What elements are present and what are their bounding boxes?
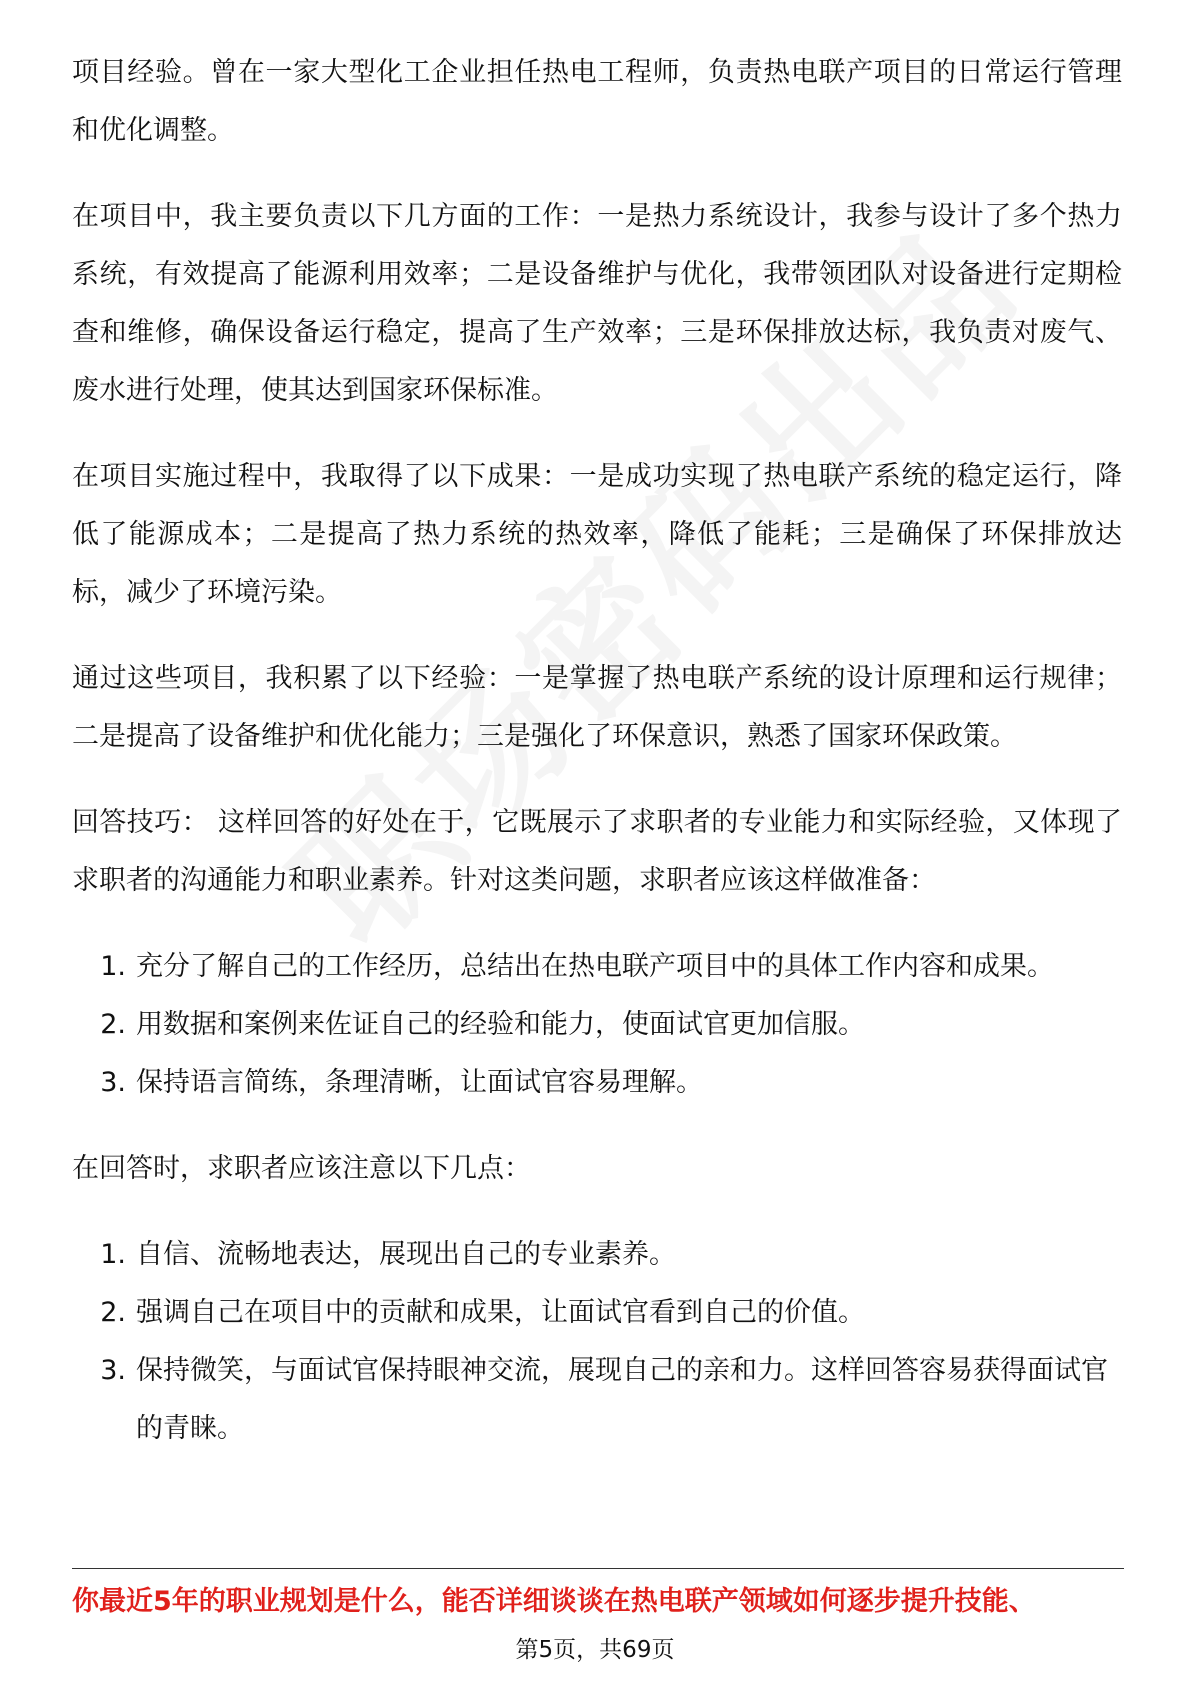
attention-list <box>72 1226 1122 1458</box>
list-number: 3. <box>100 1355 126 1386</box>
preparation-list <box>72 938 1122 1112</box>
paragraph-responsibilities: 在项目中，我主要负责以下几方面的工作：一是热力系统设计，我参与设计了多个热力系统，有效提高了能源利用效率；二是设备维护与优化，我带领团队对设备进行定期检查和维修，确保设备运行稳定，提高了生产效率；三是环保排放达标，我负责对废气、废水进行处理，使其达到国家环保标准。 <box>72 201 1122 406</box>
paragraph-answer-tips: 回答技巧： 这样回答的好处在于，它既展示了求职者的专业能力和实际经验，又体现了求职者的沟通能力和职业素养。针对这类问题，求职者应该这样做准备： <box>72 807 1122 896</box>
list-number: 2. <box>100 1009 126 1040</box>
paragraph-project-experience: 项目经验。曾在一家大型化工企业担任热电工程师，负责热电联产项目的日常运行管理和优化调整。 <box>72 57 1122 146</box>
list-item <box>72 1342 1122 1458</box>
list-text: 保持语言简练，条理清晰，让面试官容易理解。 <box>136 1067 703 1098</box>
list-text: 自信、流畅地表达，展现出自己的专业素养。 <box>136 1239 676 1270</box>
list-text: 用数据和案例来佐证自己的经验和能力，使面试官更加信服。 <box>136 1009 865 1040</box>
list-number: 2. <box>100 1297 126 1328</box>
list-item <box>72 1054 1122 1112</box>
list-item <box>72 938 1122 996</box>
page-number-footer: 第5页，共69页 <box>515 1637 675 1663</box>
list-text: 保持微笑，与面试官保持眼神交流，展现自己的亲和力。这样回答容易获得面试官的青睐。 <box>136 1355 1108 1444</box>
list-number: 3. <box>100 1067 126 1098</box>
paragraph-attention-intro: 在回答时，求职者应该注意以下几点： <box>72 1153 531 1184</box>
list-item <box>72 1284 1122 1342</box>
paragraph-achievements: 在项目实施过程中，我取得了以下成果：一是成功实现了热电联产系统的稳定运行，降低了能源成本；二是提高了热力系统的热效率，降低了能耗；三是确保了环保排放达标，减少了环境污染。 <box>72 461 1122 608</box>
section-divider <box>72 1568 1124 1569</box>
next-question-heading: 你最近5年的职业规划是什么，能否详细谈谈在热电联产领域如何逐步提升技能、 <box>72 1586 1036 1617</box>
paragraph-lessons: 通过这些项目，我积累了以下经验：一是掌握了热电联产系统的设计原理和运行规律；二是提高了设备维护和优化能力；三是强化了环保意识，熟悉了国家环保政策。 <box>72 663 1122 752</box>
list-item <box>72 1226 1122 1284</box>
list-text: 充分了解自己的工作经历，总结出在热电联产项目中的具体工作内容和成果。 <box>136 951 1054 982</box>
page-content <box>72 44 1122 1486</box>
list-number: 1. <box>100 1239 126 1270</box>
list-item <box>72 996 1122 1054</box>
list-number: 1. <box>100 951 126 982</box>
list-text: 强调自己在项目中的贡献和成果，让面试官看到自己的价值。 <box>136 1297 865 1328</box>
